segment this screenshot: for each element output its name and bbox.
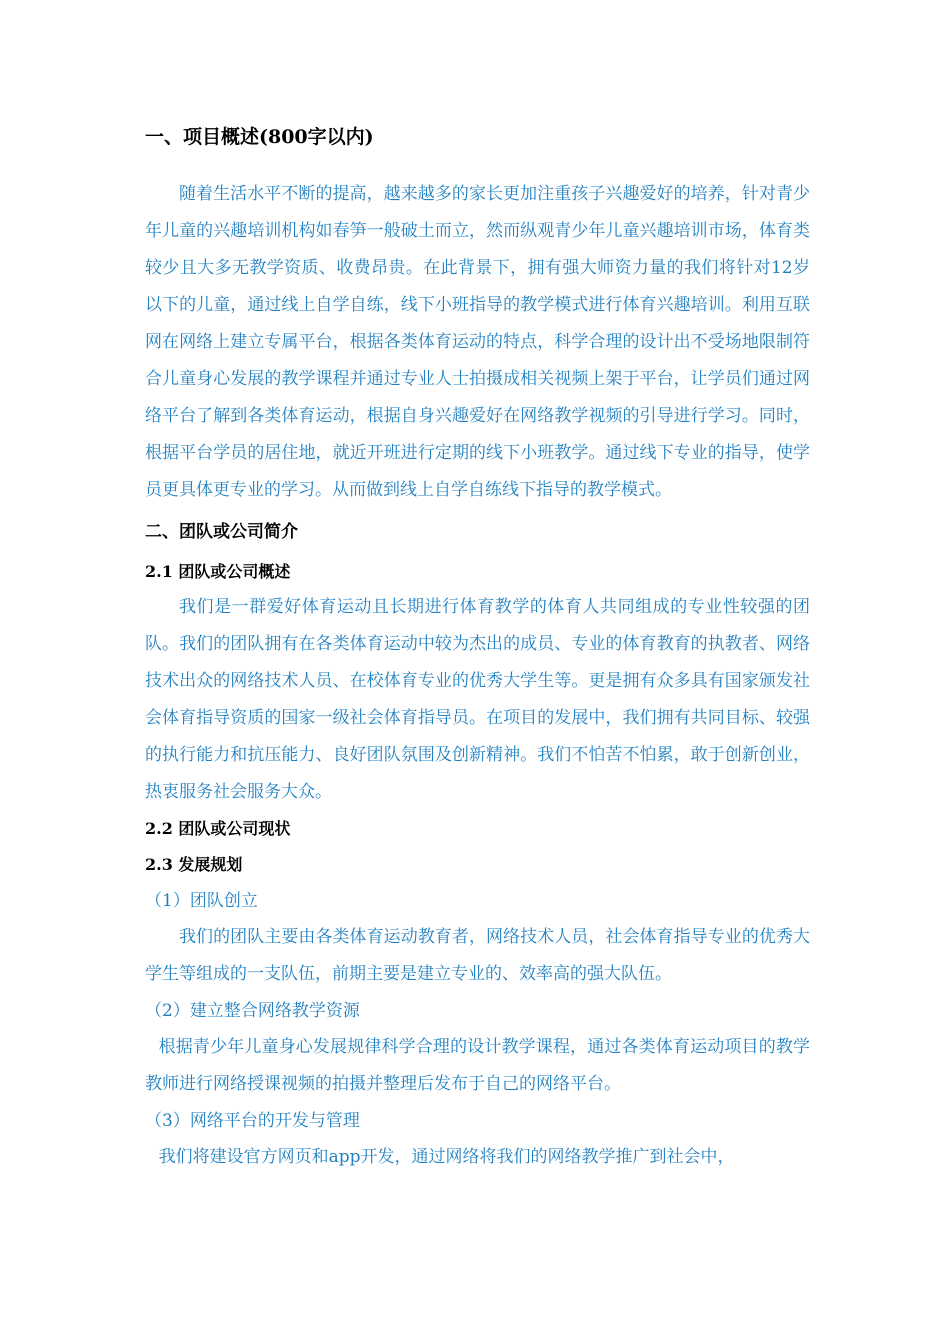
plan-item-paragraph-3: 我们将建设官方网页和app开发，通过网络将我们的网络教学推广到社会中， [158,1147,735,1167]
project-overview-paragraph: 随着生活水平不断的提高，越来越多的家长更加注重孩子兴趣爱好的培养，针对青少年儿童的兴趣培训机构如春笋一般破土而立，然而纵观青少年儿童兴趣培训市场，体育类较少且大多无教学资质、收费昂贵。在此背景下，拥有强大师资力量的我们将针对12岁以下的儿童，通过线上自学自练，线下小班指导的教学模式进行体育兴趣培训。利用互联网在网络上建立专属平台，根据各类体育运动的特点，科学合理的设计出不受场地限制符合儿童身心发展的教学课程并通过专业人士拍摄成相关视频上架于平台，让学员们通过网络平台了解到各类体育运动，根据自身兴趣爱好在网络教学视频的引导进行学习。同时，根据平台学员的居住地，就近开班进行定期的线下小班教学。通过线下专业的指导，使学员更具体更专业的学习。从而做到线上自学自练线下指导的教学模式。 [145,184,810,500]
subsection-title-team-status: 2.2 团队或公司现状 [145,819,291,838]
plan-item-paragraph-2: 根据青少年儿童身心发展规律科学合理的设计教学课程，通过各类体育运动项目的教学教师进行网络授课视频的拍摄并整理后发布于自己的网络平台。 [145,1037,810,1094]
plan-item-heading-1: （1）团队创立 [145,891,258,911]
subsection-title-development-plan: 2.3 发展规划 [145,855,243,874]
section-title-project-overview: 一、项目概述(800字以内) [145,126,374,148]
team-overview-paragraph: 我们是一群爱好体育运动且长期进行体育教学的体育人共同组成的专业性较强的团队。我们的团队拥有在各类体育运动中较为杰出的成员、专业的体育教育的执教者、网络技术出众的网络技术人员、在校体育专业的优秀大学生等。更是拥有众多具有国家颁发社会体育指导资质的国家一级社会体育指导员。在项目的发展中，我们拥有共同目标、较强的执行能力和抗压能力、良好团队氛围及创新精神。我们不怕苦不怕累，敢于创新创业，热衷服务社会服务大众。 [145,597,810,802]
subsection-title-team-overview: 2.1 团队或公司概述 [145,562,291,581]
document-content [145,122,810,1176]
plan-item-heading-2: （2）建立整合网络教学资源 [145,1001,360,1021]
plan-item-paragraph-1: 我们的团队主要由各类体育运动教育者，网络技术人员，社会体育指导专业的优秀大学生等组成的一支队伍，前期主要是建立专业的、效率高的强大队伍。 [145,927,810,984]
plan-item-heading-3: （3）网络平台的开发与管理 [145,1111,360,1131]
section-title-team-intro: 二、团队或公司简介 [145,522,298,542]
